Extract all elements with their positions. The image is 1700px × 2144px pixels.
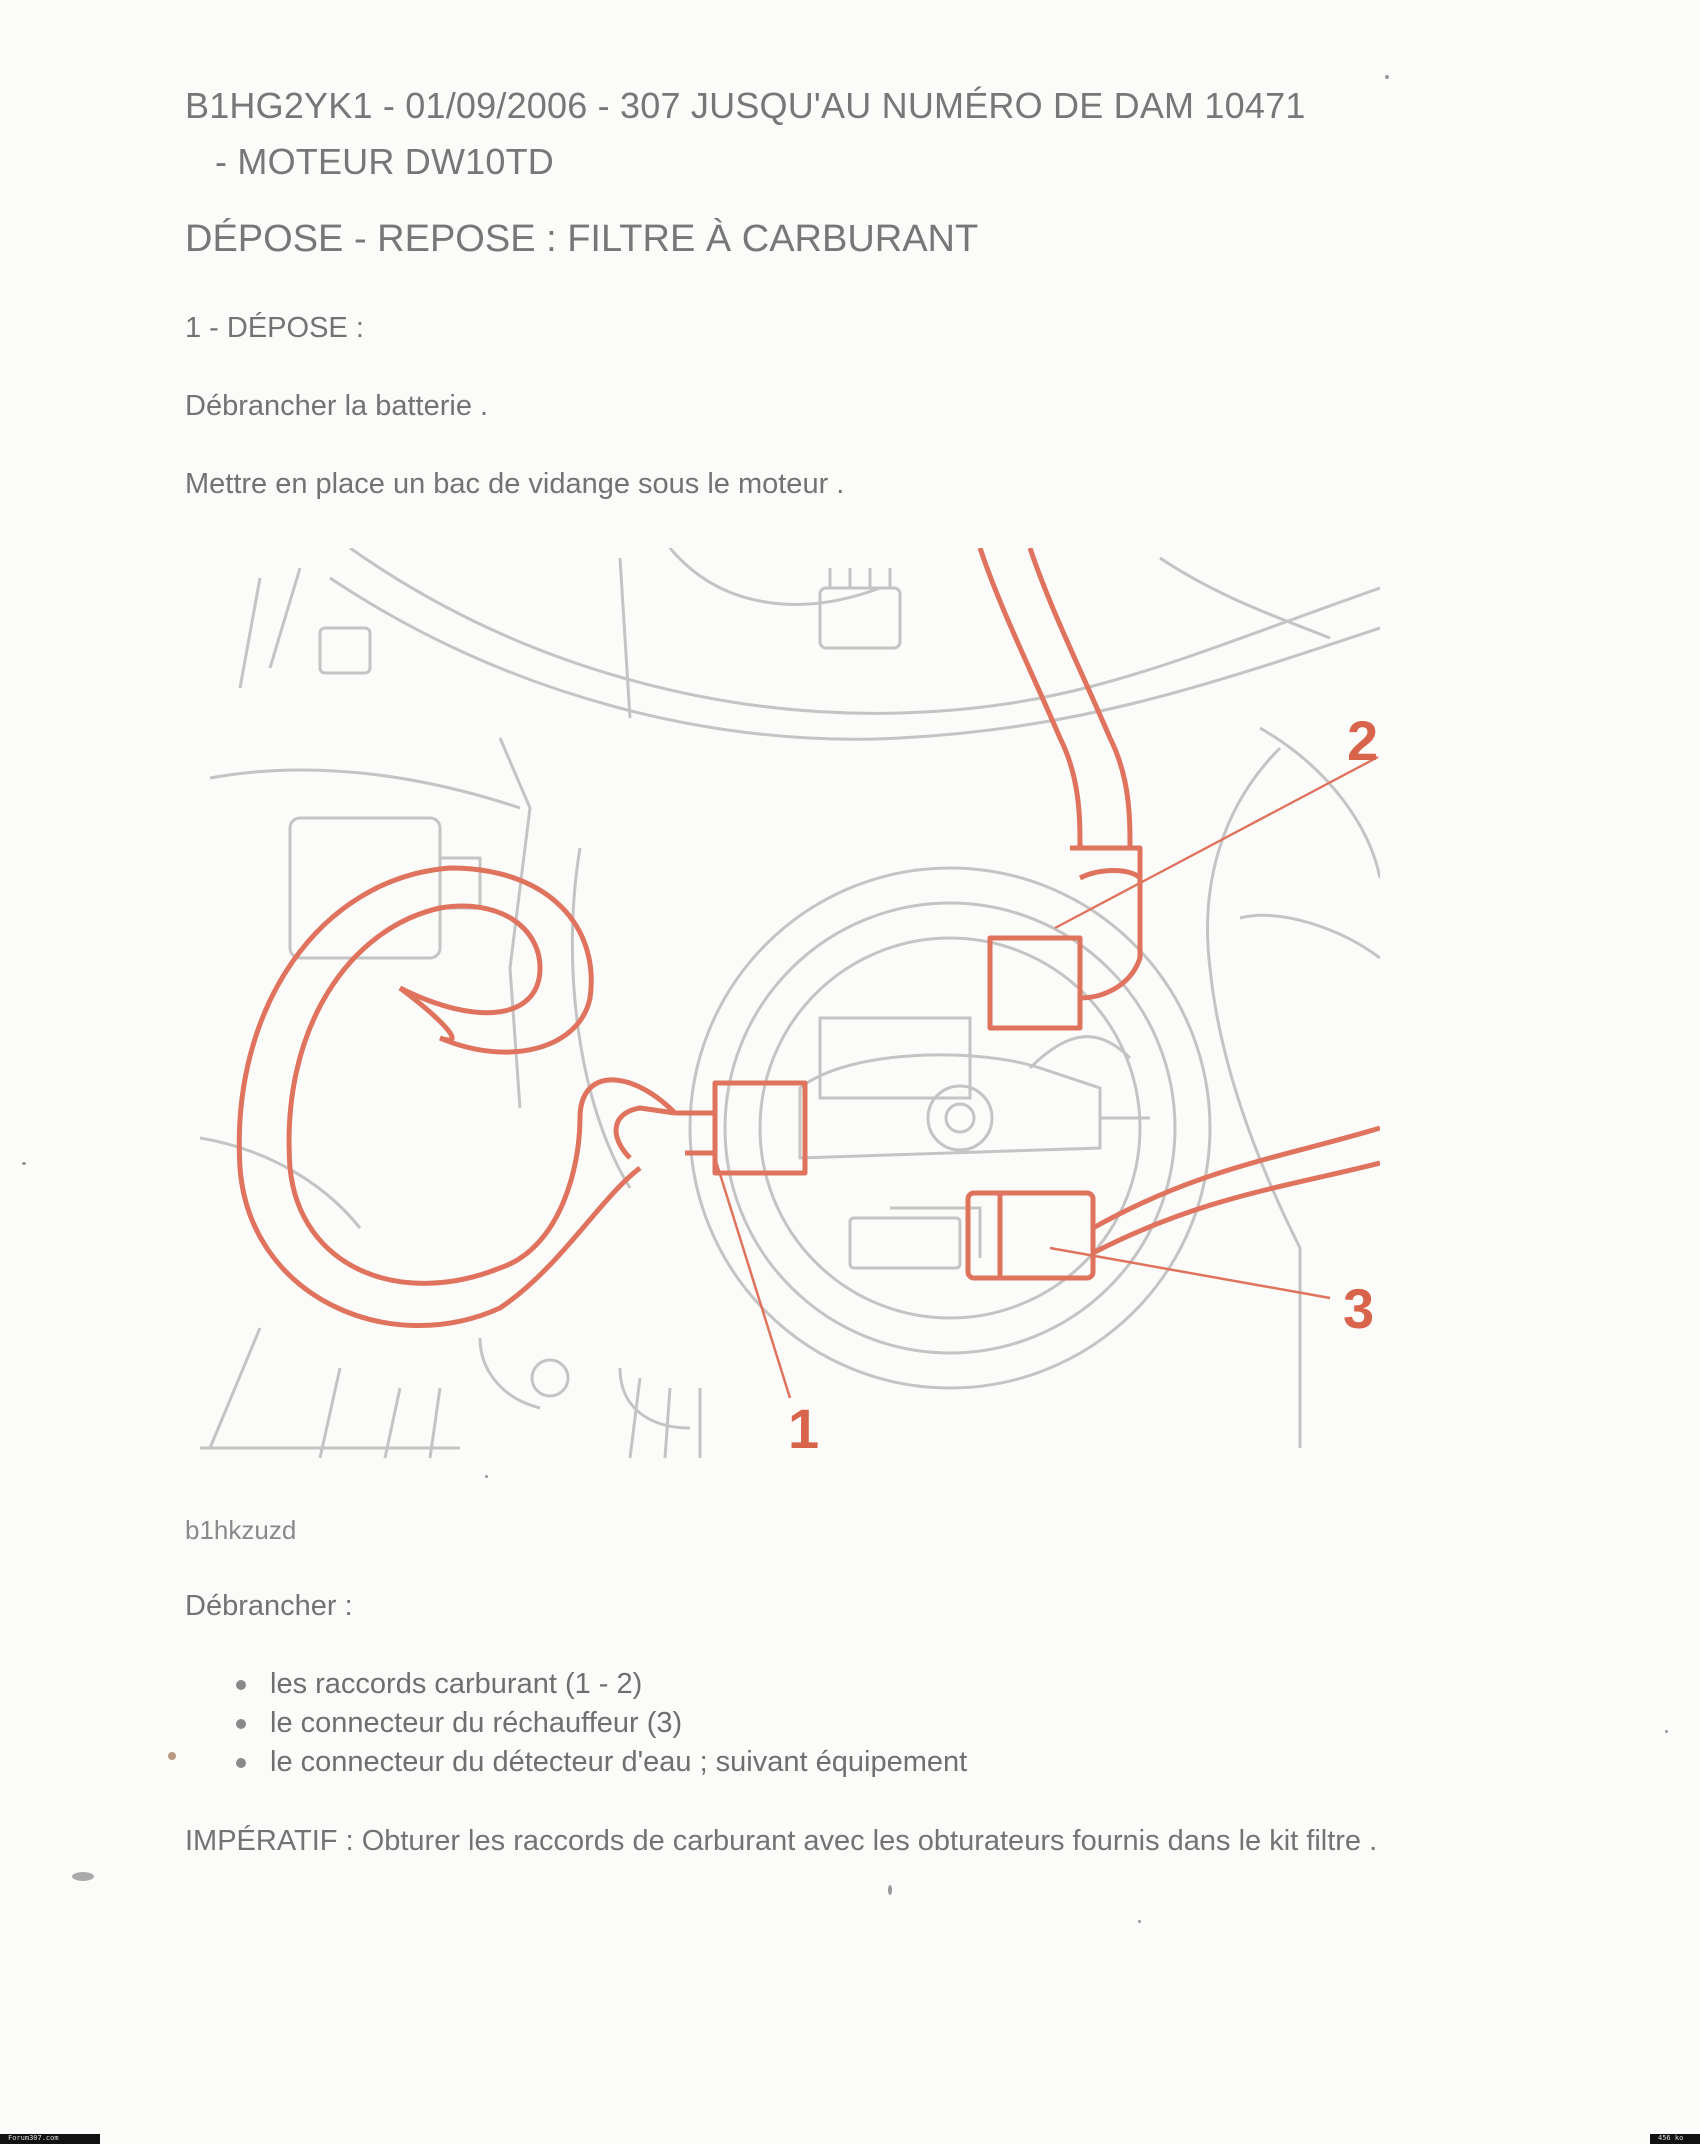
warning-note: IMPÉRATIF : Obturer les raccords de carburant avec les obturateurs fournis dans le kit filtre . [185, 1825, 1378, 1857]
bullet-icon [236, 1758, 246, 1768]
callout-1: 1 [788, 1397, 820, 1460]
figure-caption: b1hkzuzd [185, 1515, 297, 1545]
fuel-filter-diagram [200, 548, 1380, 1468]
section-heading: 1 - DÉPOSE : [185, 312, 364, 344]
disconnect-list [270, 1665, 967, 1782]
procedure-title: DÉPOSE - REPOSE : FILTRE À CARBURANT [185, 218, 979, 260]
title-line-1: B1HG2YK1 - 01/09/2006 - 307 JUSQU'AU NUMÉRO DE DAM 10471 [185, 85, 1306, 126]
step-drain-pan: Mettre en place un bac de vidange sous le moteur . [185, 468, 845, 500]
list-item: les raccords carburant (1 - 2) [270, 1665, 967, 1704]
title-line-2: - MOTEUR DW10TD [215, 141, 554, 182]
list-item: le connecteur du détecteur d'eau ; suivant équipement [270, 1743, 967, 1782]
step-disconnect-battery: Débrancher la batterie . [185, 390, 489, 422]
bullet-icon [236, 1719, 246, 1729]
disconnect-intro: Débrancher : [185, 1590, 353, 1622]
footer-left-bar: Forum307.com [0, 2134, 100, 2144]
document-title [185, 78, 1306, 190]
bullet-icon [236, 1680, 246, 1690]
callout-2: 2 [1347, 709, 1379, 772]
callout-3: 3 [1343, 1277, 1375, 1340]
list-item: le connecteur du réchauffeur (3) [270, 1704, 967, 1743]
footer-right-bar: 456 ko [1650, 2134, 1700, 2144]
